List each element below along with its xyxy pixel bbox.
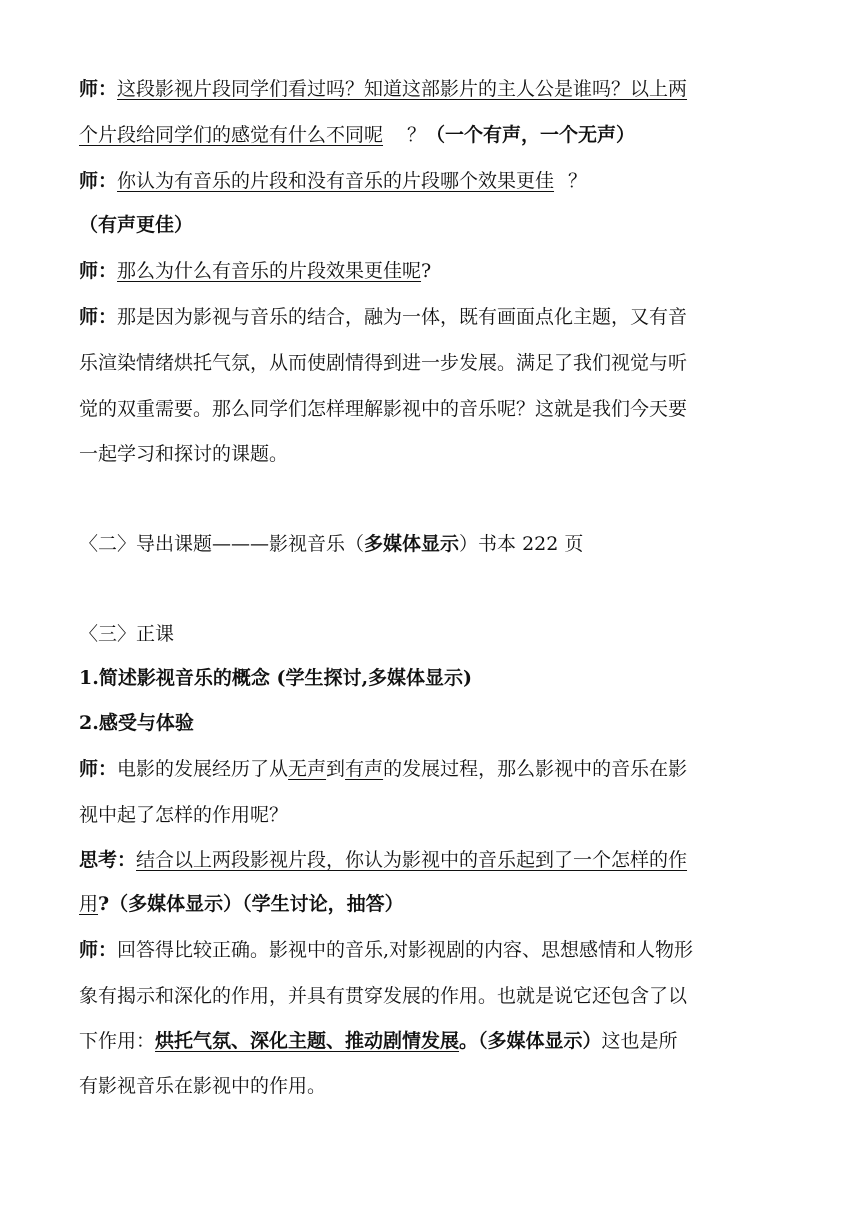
student-answer: （有声更佳） xyxy=(79,214,194,236)
p4-line1 xyxy=(79,304,687,330)
underlined-question: 这段影视片段同学们看过吗？知道这部影片的主人公是谁吗？以上两 xyxy=(117,78,688,100)
speaker-label: 师： xyxy=(79,306,118,328)
p4-line4: 一起学习和探讨的课题。 xyxy=(79,443,289,465)
question-mark: ？ xyxy=(568,170,588,192)
underlined-term: 无声 xyxy=(288,758,327,780)
underlined-question: 结合以上两段影视片段，你认为影视中的音乐起到了一个怎样的作 xyxy=(136,849,688,871)
p1-line2 xyxy=(79,122,635,148)
p5-line2: 视中起了怎样的作用呢？ xyxy=(79,804,289,826)
speaker-label: 师： xyxy=(79,170,118,192)
underlined-term: 有声 xyxy=(345,758,384,780)
media-note: 多媒体显示 xyxy=(364,533,460,555)
p2-line2 xyxy=(79,212,193,238)
key-functions: 烘托气氛、深化主题、推动剧情发展 xyxy=(155,1030,460,1052)
p6-line2 xyxy=(79,891,404,917)
p2-line1 xyxy=(79,168,587,194)
item-2: 2.感受与体验 xyxy=(79,712,194,734)
p4-line2: 乐渲染情绪烘托气氛，从而使剧情得到进一步发展。满足了我们视觉与听 xyxy=(79,352,688,374)
p1-line1 xyxy=(79,76,687,102)
p6-line1 xyxy=(79,847,687,873)
question-mark: ? xyxy=(421,260,432,282)
media-note: ?（多媒体显示）（学生讨论，抽答） xyxy=(98,893,404,915)
p3-line1 xyxy=(79,258,431,284)
speaker-label: 思考： xyxy=(79,849,137,871)
p7-line3: 下作用：烘托气氛、深化主题、推动剧情发展。（多媒体显示）这也是所 xyxy=(79,1030,678,1052)
question-mark: ？ xyxy=(407,124,427,146)
p5-line1: 师：电影的发展经历了从无声到有声的发展过程，那么影视中的音乐在影 xyxy=(79,758,688,780)
section-3-heading: 〈三〉正课 xyxy=(79,623,175,645)
underlined-question: 用 xyxy=(79,893,99,915)
media-note: 。（多媒体显示） xyxy=(459,1030,602,1052)
underlined-question: 你认为有音乐的片段和没有音乐的片段哪个效果更佳 xyxy=(117,170,555,192)
underlined-question: 个片段给同学们的感觉有什么不同呢 xyxy=(79,124,384,146)
body-text: 那是因为影视与音乐的结合，融为一体，既有画面点化主题，又有音 xyxy=(117,306,688,328)
student-answer: （一个有声，一个无声） xyxy=(426,124,636,146)
underlined-question: 那么为什么有音乐的片段效果更佳呢 xyxy=(117,260,422,282)
item-1: 1.简述影视音乐的概念 (学生探讨,多媒体显示) xyxy=(79,667,473,689)
speaker-label: 师： xyxy=(79,78,118,100)
p7-line2: 象有揭示和深化的作用，并具有贯穿发展的作用。也就是说它还包含了以 xyxy=(79,985,688,1007)
speaker-label: 师： xyxy=(79,939,118,961)
p4-line3: 觉的双重需要。那么同学们怎样理解影视中的音乐呢？这就是我们今天要 xyxy=(79,398,688,420)
section-2-heading: 〈二〉导出课题———影视音乐（多媒体显示）书本 222 页 xyxy=(79,533,584,555)
speaker-label: 师： xyxy=(79,260,118,282)
p7-line1: 师：回答得比较正确。影视中的音乐,对影视剧的内容、思想感情和人物形 xyxy=(79,939,694,961)
speaker-label: 师： xyxy=(79,758,118,780)
p7-line4: 有影视音乐在影视中的作用。 xyxy=(79,1075,327,1097)
